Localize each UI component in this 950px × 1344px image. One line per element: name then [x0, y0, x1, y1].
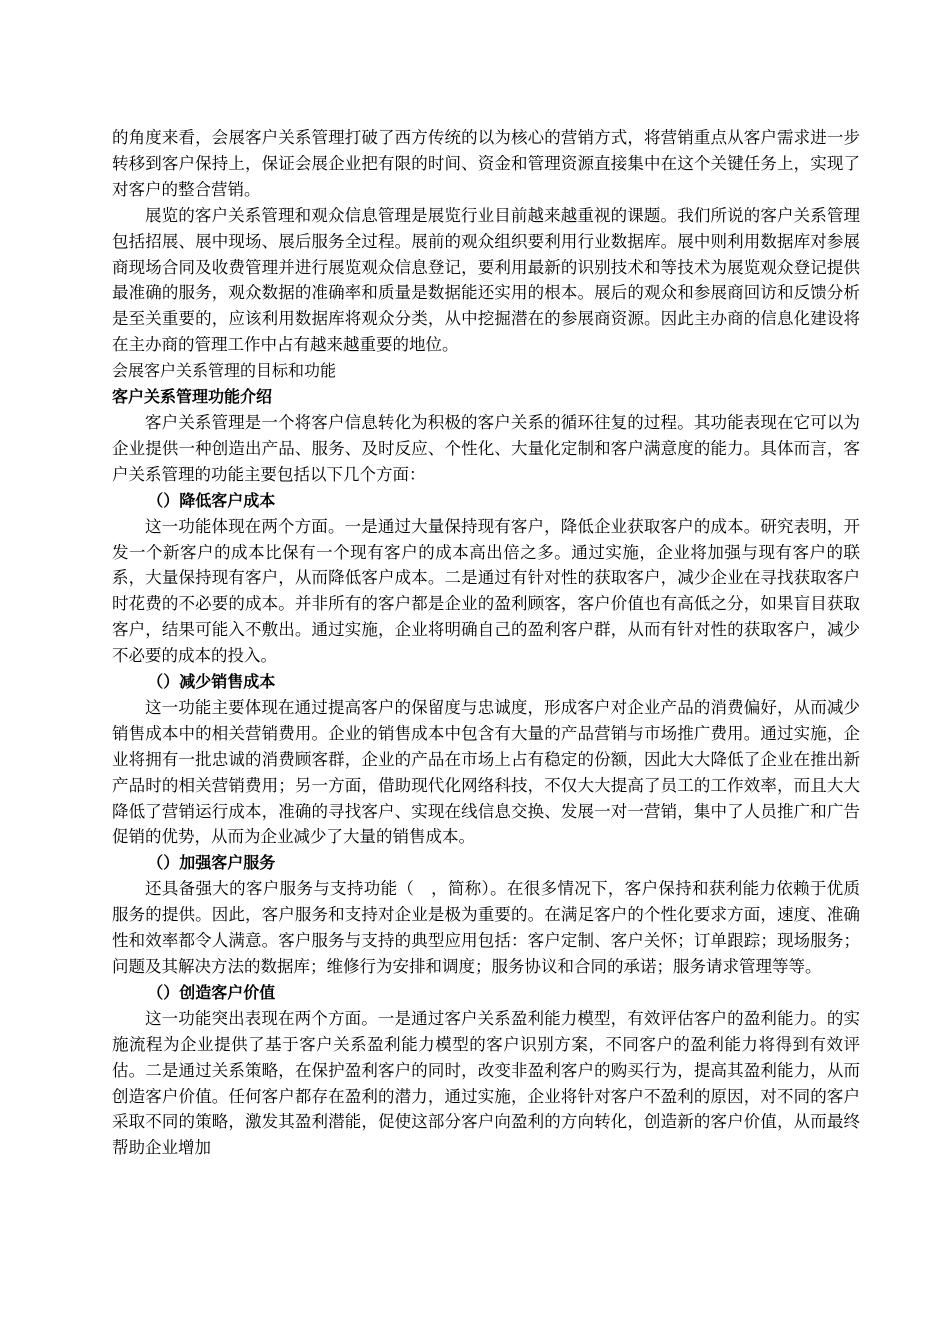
subsection-heading: （）减少销售成本 — [147, 672, 276, 692]
document-page — [112, 125, 860, 1161]
subsection-heading: （）加强客户服务 — [147, 853, 276, 873]
section-heading-bold: 客户关系管理功能介绍 — [112, 387, 273, 407]
body-paragraph: 还具备强大的客户服务与支持功能（ ，简称）。在很多情况下，客户保持和获利能力依赖于优质服务的提供。因此，客户服务和支持对企业是极为重要的。在满足客户的个性化要求方面，速度、准确性和效率都令人满意。客户服务与支持的典型应用包括：客户定制、客户关怀；订单跟踪；现场服务；问题及其解决方法的数据库；维修行为安排和调度；服务协议和合同的承诺；服务请求管理等等。 — [112, 879, 860, 976]
section-heading: 会展客户关系管理的目标和功能 — [112, 361, 337, 381]
body-paragraph: 的角度来看，会展客户关系管理打破了西方传统的以为核心的营销方式，将营销重点从客户需求进一步转移到客户保持上，保证会展企业把有限的时间、资金和管理资源直接集中在这个关键任务上，实现了对客户的整合营销。 — [112, 128, 860, 199]
body-paragraph: 客户关系管理是一个将客户信息转化为积极的客户关系的循环往复的过程。其功能表现在它可以为企业提供一种创造出产品、服务、及时反应、个性化、大量化定制和客户满意度的能力。具体而言，客户关系管理的功能主要包括以下几个方面： — [112, 412, 860, 484]
body-paragraph: 展览的客户关系管理和观众信息管理是展览行业目前越来越重视的课题。我们所说的客户关系管理包括招展、展中现场、展后服务全过程。展前的观众组织要利用行业数据库。展中则利用数据库对参展商现场合同及收费管理并进行展览观众信息登记，要利用最新的识别技术和等技术为展览观众登记提供最准确的服务，观众数据的准确率和质量是数据能还实用的根本。展后的观众和参展商回访和反馈分析是至关重要的，应该利用数据库将观众分类，从中挖掘潜在的参展商资源。因此主办商的信息化建设将在主办商的管理工作中占有越来越重要的地位。 — [112, 205, 860, 355]
body-paragraph: 这一功能突出表现在两个方面。一是通过客户关系盈利能力模型，有效评估客户的盈利能力。的实施流程为企业提供了基于客户关系盈利能力模型的客户识别方案，不同客户的盈利能力将得到有效评估。二是通过关系策略，在保护盈利客户的同时，改变非盈利客户的购买行为，提高其盈利能力，从而创造客户价值。任何客户都存在盈利的潜力，通过实施，企业将针对客户不盈利的原因，对不同的客户采取不同的策略，激发其盈利潜能，促使这部分客户向盈利的方向转化，创造新的客户价值，从而最终帮助企业增加 — [112, 1008, 860, 1158]
subsection-heading: （）降低客户成本 — [147, 490, 276, 510]
subsection-heading: （）创造客户价值 — [147, 982, 276, 1002]
body-paragraph: 这一功能主要体现在通过提高客户的保留度与忠诚度，形成客户对企业产品的消费偏好，从而减少销售成本中的相关营销费用。企业的销售成本中包含有大量的产品营销与市场推广费用。通过实施，企业将拥有一批忠诚的消费顾客群，企业的产品在市场上占有稳定的份额，因此大大降低了企业在推出新产品时的相关营销费用；另一方面，借助现代化网络科技，不仅大大提高了员工的工作效率，而且大大降低了营销运行成本，准确的寻找客户、实现在线信息交换、发展一对一营销，集中了人员推广和广告促销的优势，从而为企业减少了大量的销售成本。 — [112, 697, 860, 847]
body-paragraph: 这一功能体现在两个方面。一是通过大量保持现有客户，降低企业获取客户的成本。研究表明，开发一个新客户的成本比保有一个现有客户的成本高出倍之多。通过实施，企业将加强与现有客户的联系，大量保持现有客户，从而降低客户成本。二是通过有针对性的获取客户，减少企业在寻找获取客户时花费的不必要的成本。并非所有的客户都是企业的盈利顾客，客户价值也有高低之分，如果盲目获取客户，结果可能入不敷出。通过实施，企业将明确自己的盈利客户群，从而有针对性的获取客户，减少不必要的成本的投入。 — [112, 516, 860, 666]
